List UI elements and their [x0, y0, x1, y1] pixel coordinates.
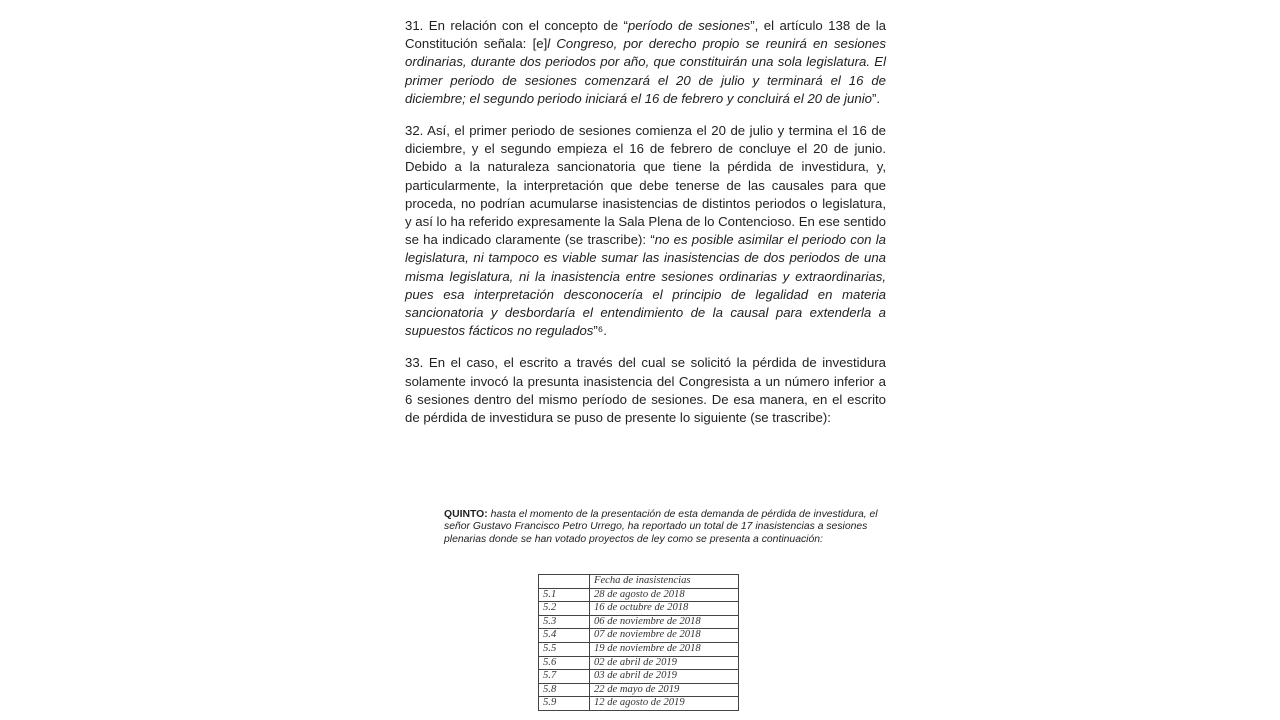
row-number: 5.2 [539, 602, 590, 616]
table-row [539, 683, 739, 697]
row-number: 5.4 [539, 629, 590, 643]
table-row [539, 697, 739, 711]
absence-date: 02 de abril de 2019 [590, 656, 739, 670]
text: En relación con el concepto de “ [428, 18, 628, 33]
row-number: 5.5 [539, 642, 590, 656]
row-number: 5.6 [539, 656, 590, 670]
table-header-row [539, 575, 739, 589]
row-number: 5.9 [539, 697, 590, 711]
block-quote [444, 509, 884, 546]
quote-text: hasta el momento de la presentación de esta demanda de pérdida de investidura, el señor Gustavo Francisco Petro Urrego, ha reportado un total de 17 inasistencias a sesiones plenarias donde se han votado proyectos de ley como se presenta a continuación: [444, 509, 878, 545]
absence-date: 06 de noviembre de 2018 [590, 615, 739, 629]
document-body [405, 17, 886, 441]
table-row [539, 670, 739, 684]
table-row [539, 615, 739, 629]
italic-text: período de sesiones [627, 18, 751, 33]
absence-date: 28 de agosto de 2018 [590, 588, 739, 602]
absence-date: 19 de noviembre de 2018 [590, 642, 739, 656]
row-number: 5.1 [539, 588, 590, 602]
text: ”. [871, 90, 881, 106]
table-row [539, 602, 739, 616]
italic-text: no es posible asimilar el periodo con la legislatura, ni tampoco es viable sumar las inasistencias de dos periodos de una misma legislatura, ni la inasistencia entre sesiones ordinarias y extraordinarias, pues esa interpretación desconocería el principio de legalidad en materia sancionatoria y desbordaría el entendimiento de la causal para extenderla a supuestos fácticos no regulados [405, 232, 887, 339]
absence-date: 07 de noviembre de 2018 [590, 629, 739, 643]
text: ”⁶. [593, 323, 607, 339]
absence-date: 16 de octubre de 2018 [590, 602, 739, 616]
paragraph-number: 32. [405, 123, 428, 139]
table-row [539, 642, 739, 656]
table-row [539, 588, 739, 602]
row-number: 5.7 [539, 670, 590, 684]
row-number: 5.8 [539, 683, 590, 697]
table-row [539, 656, 739, 670]
paragraph-number: 33. [405, 355, 429, 371]
absences-table [538, 574, 739, 711]
table-row [539, 629, 739, 643]
paragraph-32 [405, 122, 886, 340]
text: ”, el artículo 138 de la Constitución señala: [e] [405, 18, 886, 52]
absence-date: 03 de abril de 2019 [590, 670, 739, 684]
row-number: 5.3 [539, 615, 590, 629]
quote-label: QUINTO: [444, 509, 488, 520]
row-number [539, 575, 590, 589]
text: Así, el primer periodo de sesiones comienza el 20 de julio y termina el 16 de diciembre, y el segundo empieza el 16 de febrero de concluye el 20 de junio. Debido a la naturaleza sancionatoria que tiene la pérdida de investidura, y, particularmente, la interpretación que debe tenerse de las causales para que proceda, no podrían acumularse inasistencias de distintos periodos o legislatura, y así lo ha referido expresamente la Sala Plena de lo Contencioso. En ese sentido se ha indicado claramente (se trascribe): “ [405, 123, 886, 248]
absence-date: Fecha de inasistencias [590, 575, 739, 589]
italic-text: l Congreso, por derecho propio se reunirá en sesiones ordinarias, durante dos periodos por año, que constituirán una sola legislatura. El primer periodo de sesiones comenzará el 20 de julio y terminará el 16 de diciembre; el segundo periodo iniciará el 16 de febrero y concluirá el 20 de junio [405, 36, 886, 106]
paragraph-number: 31. [405, 18, 429, 33]
paragraph-33 [405, 354, 886, 427]
absence-date: 12 de agosto de 2019 [590, 697, 739, 711]
paragraph-31 [405, 17, 886, 108]
text: En el caso, el escrito a través del cual se solicitó la pérdida de investidura solamente invocó la presunta inasistencia del Congresista a un número inferior a 6 sesiones dentro del mismo período de sesiones. De esa manera, en el escrito de pérdida de investidura se puso de presente lo siguiente (se trascribe): [405, 355, 886, 426]
absence-date: 22 de mayo de 2019 [590, 683, 739, 697]
